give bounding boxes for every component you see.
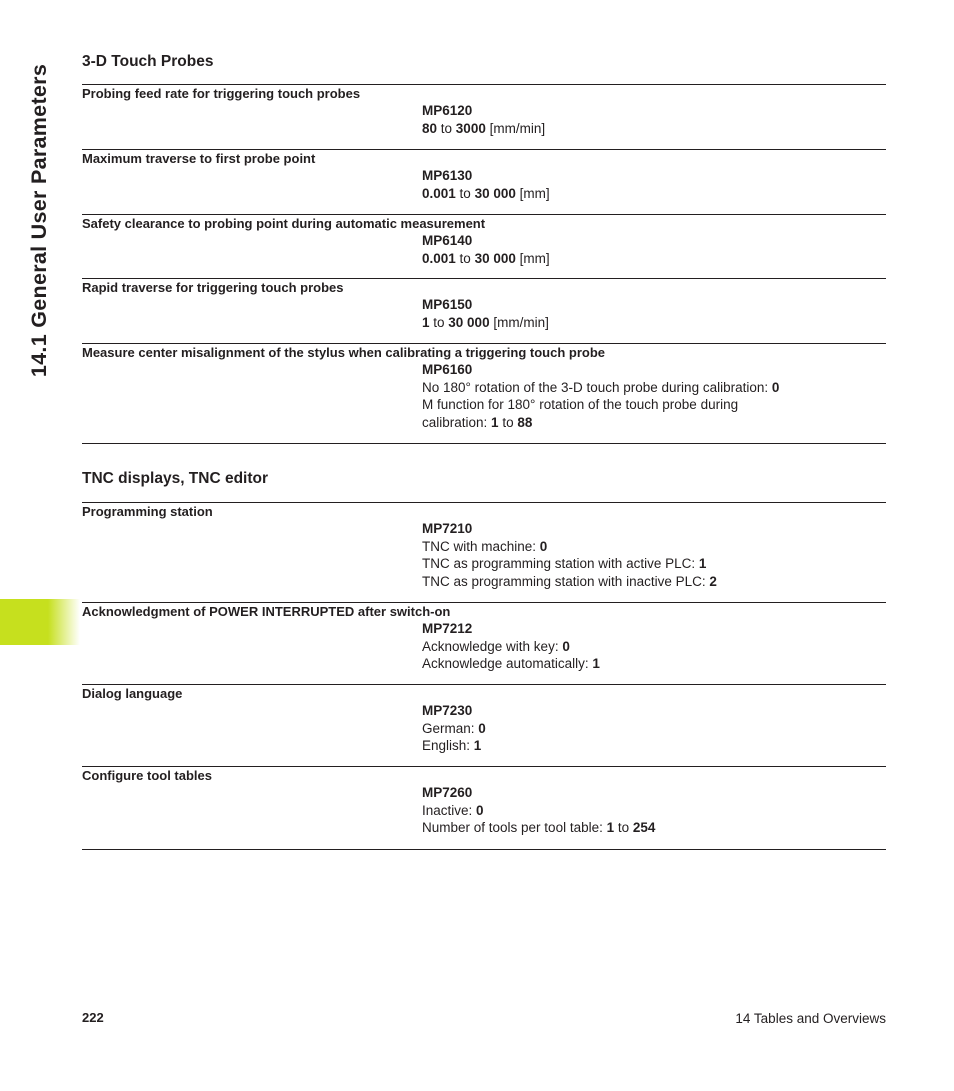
parameter-code: MP6120 — [422, 103, 473, 118]
parameter-entry — [82, 214, 886, 266]
parameter-value-line — [422, 720, 486, 738]
parameter-value-line — [422, 638, 600, 656]
page-number: 222 — [82, 1010, 104, 1025]
parameter-code: MP6140 — [422, 233, 473, 248]
value-number: 0 — [562, 638, 570, 654]
value-text: to — [429, 314, 449, 330]
parameter-value-line — [422, 819, 655, 837]
value-number: 30 000 — [448, 314, 490, 330]
value-text: Acknowledge automatically: — [422, 656, 593, 672]
section-end-rule — [82, 849, 886, 850]
parameter-value-line — [422, 379, 779, 397]
value-text: M function for 180° rotation of the touch probe during — [422, 397, 739, 413]
parameter-title: Measure center misalignment of the stylus when calibrating a triggering touch probe — [82, 345, 605, 360]
parameter-body — [422, 102, 545, 137]
value-number: 30 000 — [474, 185, 516, 201]
value-text: to — [498, 415, 518, 431]
chapter-tab-marker — [0, 599, 80, 645]
value-number: 0.001 — [422, 250, 456, 266]
parameter-body — [422, 232, 550, 267]
value-number: 3000 — [455, 120, 486, 136]
value-number: 0.001 — [422, 185, 456, 201]
value-text: to — [614, 820, 633, 836]
value-text: [mm/min] — [485, 120, 546, 136]
section-heading-tnc-displays: TNC displays, TNC editor — [82, 470, 269, 487]
parameter-entry — [82, 502, 886, 590]
parameter-body — [422, 784, 655, 837]
parameter-title: Safety clearance to probing point during automatic measurement — [82, 216, 486, 231]
parameter-code: MP6160 — [422, 362, 473, 377]
parameter-entry — [82, 766, 886, 836]
parameter-value-line — [422, 185, 550, 203]
value-text: TNC as programming station with active PLC: — [422, 556, 699, 572]
value-number: 1 — [422, 314, 430, 330]
parameter-value-line — [422, 555, 717, 573]
chapter-side-title — [20, 55, 60, 385]
parameter-entry — [82, 278, 886, 330]
parameter-value-line — [422, 655, 600, 673]
value-number: 1 — [473, 738, 482, 754]
section-heading-touch-probes: 3-D Touch Probes — [82, 53, 214, 70]
value-number: 2 — [709, 574, 717, 590]
parameter-title: Dialog language — [82, 686, 183, 701]
value-text: to — [455, 185, 475, 201]
value-text: [mm] — [515, 185, 550, 201]
parameter-code: MP7230 — [422, 703, 473, 718]
value-text: No 180° rotation of the 3-D touch probe during calibration: — [422, 379, 772, 395]
value-text: Number of tools per tool table: — [422, 820, 607, 836]
value-text: Acknowledge with key: — [422, 638, 563, 654]
value-number: 1 — [491, 415, 499, 431]
parameter-title: Configure tool tables — [82, 768, 212, 783]
value-text: [mm] — [515, 250, 550, 266]
value-text: to — [455, 250, 475, 266]
value-text: German: — [422, 720, 479, 736]
parameter-title: Acknowledgment of POWER INTERRUPTED after switch-on — [82, 604, 451, 619]
value-number: 254 — [632, 820, 656, 836]
parameter-entry — [82, 343, 886, 431]
value-number: 1 — [698, 556, 707, 572]
value-text: TNC with machine: — [422, 538, 540, 554]
parameter-value-line — [422, 414, 779, 432]
parameter-value-line — [422, 250, 550, 268]
value-number: 1 — [606, 820, 615, 836]
parameter-body — [422, 361, 779, 432]
value-text: to — [437, 120, 456, 136]
value-number: 80 — [422, 120, 438, 136]
parameter-title: Rapid traverse for triggering touch probes — [82, 280, 344, 295]
parameter-value-line — [422, 802, 655, 820]
parameter-title: Probing feed rate for triggering touch probes — [82, 86, 361, 101]
parameter-body — [422, 702, 486, 755]
parameter-entry — [82, 84, 886, 136]
parameter-body — [422, 520, 717, 591]
value-text: Inactive: — [422, 802, 477, 818]
value-number: 88 — [517, 415, 533, 431]
value-text: [mm/min] — [489, 314, 549, 330]
parameter-code: MP7260 — [422, 785, 473, 800]
parameter-value-line — [422, 396, 779, 414]
parameter-body — [422, 296, 549, 331]
section-end-rule — [82, 443, 886, 444]
chapter-side-title-text: 14.1 General User Parameters — [27, 63, 52, 377]
value-number: 30 000 — [474, 250, 516, 266]
value-number: 0 — [771, 379, 780, 395]
parameter-entry — [82, 149, 886, 201]
value-text: English: — [422, 738, 474, 754]
parameter-entry — [82, 684, 886, 754]
parameter-title: Maximum traverse to first probe point — [82, 151, 316, 166]
parameter-value-line — [422, 737, 486, 755]
chapter-footer: 14 Tables and Overviews — [735, 1011, 886, 1026]
value-number: 0 — [539, 538, 548, 554]
parameter-value-line — [422, 314, 549, 332]
value-text: TNC as programming station with inactive PLC: — [422, 574, 710, 590]
value-number: 0 — [478, 720, 486, 736]
parameter-value-line — [422, 573, 717, 591]
value-number: 1 — [592, 656, 600, 672]
parameter-code: MP7210 — [422, 521, 473, 536]
parameter-code: MP7212 — [422, 621, 473, 636]
parameter-body — [422, 167, 550, 202]
parameter-body — [422, 620, 600, 673]
parameter-entry — [82, 602, 886, 672]
value-text: calibration: — [422, 415, 492, 431]
parameter-title: Programming station — [82, 504, 213, 519]
value-number: 0 — [476, 802, 484, 818]
parameter-code: MP6150 — [422, 297, 473, 312]
parameter-code: MP6130 — [422, 168, 473, 183]
parameter-value-line — [422, 120, 545, 138]
parameter-value-line — [422, 538, 717, 556]
